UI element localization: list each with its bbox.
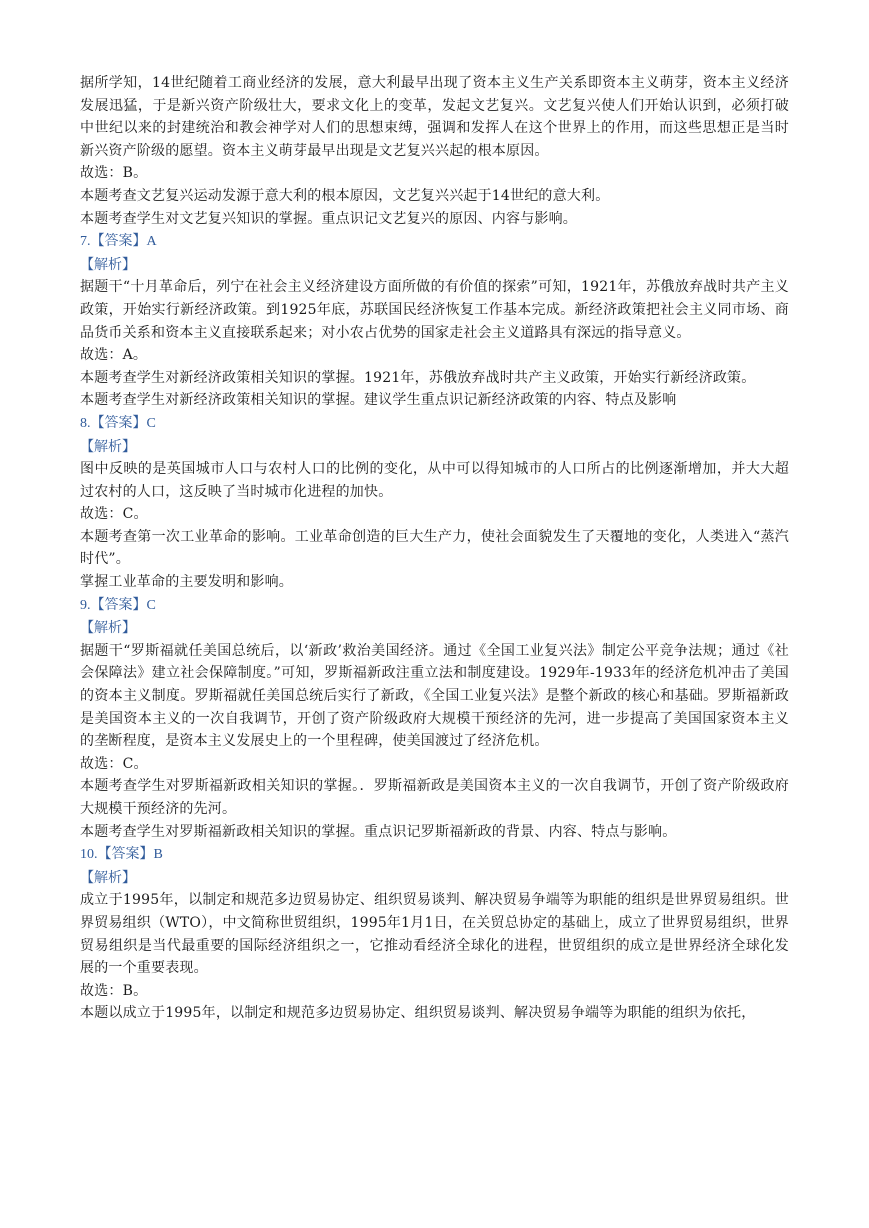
q9-answer: C [146,597,156,613]
q9-answer-header [80,594,789,618]
q8-answer: C [146,415,156,431]
q9-point: 本题考查学生对罗斯福新政相关知识的掌握。．罗斯福新政是美国资本主义的一次自我调节，开创了资产阶级政府大规模干预经济的先河。 [80,778,789,817]
q10-analysis: 成立于1995年，以制定和规范多边贸易协定、组织贸易谈判、解决贸易争端等为职能的组织是世界贸易组织。世界贸易组织（WTO），中文简称世贸组织，1995年1月1日，在关贸总协定的基础上，成立了世界贸易组织，世界贸易组织是当代最重要的国际经济组织之一，它推动看经济全球化的进程，世贸组织的成立是世界经济全球化发展的一个重要表现。 [80,892,789,977]
intro-analysis: 据所学知，14世纪随着工商业经济的发展，意大利最早出现了资本主义生产关系即资本主义萌芽，资本主义经济发展迅猛，于是新兴资产阶级壮大，要求文化上的变革，发起文艺复兴。文艺复兴使人们开始认识到，必须打破中世纪以来的封建统治和教会神学对人们的思想束缚，强调和发挥人在这个世界上的作用，而这些思想正是当时新兴资产阶级的愿望。资本主义萌芽最早出现是文艺复兴兴起的根本原因。 [80,75,789,159]
q10-point: 本题以成立于1995年，以制定和规范多边贸易协定、组织贸易谈判、解决贸易争端等为职能的组织为依托， [80,1005,756,1022]
q9-choice: 故选：C。 [80,755,148,772]
q8-tip: 掌握工业革命的主要发明和影响。 [80,574,293,591]
q9-tip: 本题考查学生对罗斯福新政相关知识的掌握。重点识记罗斯福新政的背景、内容、特点与影响。 [80,823,677,840]
answer-label: 【答案】 [90,596,147,613]
q9-analysis: 据题干“罗斯福就任美国总统后，以‘新政’救治美国经济。通过《全国工业复兴法》制定公平竞争法规；通过《社会保障法》建立社会保障制度。”可知，罗斯福新政注重立法和制度建设。1929年-1933年的经济危机冲击了美国的资本主义制度。罗斯福就任美国总统后实行了新政，《全国工业复兴法》是整个新政的核心和基础。罗斯福新政是美国资本主义的一次自我调节，开创了资产阶级政府大规模干预经济的先河，进一步提高了美国国家资本主义的垄断程度，是资本主义发展史上的一个里程碑，使美国渡过了经济危机。 [80,642,789,750]
intro-tip: 本题考查学生对文艺复兴知识的掌握。重点识记文艺复兴的原因、内容与影响。 [80,210,577,227]
intro-point: 本题考查文艺复兴运动发源于意大利的根本原因，文艺复兴兴起于14世纪的意大利。 [80,187,610,204]
q10-choice: 故选：B。 [80,982,148,999]
q10-answer-header [80,843,789,867]
q8-number: 8. [80,415,91,431]
q7-analysis-label: 【解析】 [80,256,136,273]
q7-answer: A [146,234,157,250]
q9-analysis-label: 【解析】 [80,620,136,637]
q10-number: 10. [80,847,98,863]
q7-analysis: 据题干“十月革命后，列宁在社会主义经济建设方面所做的有价值的探索”可知，1921年，苏俄放弃战时共产主义政策，开始实行新经济政策。到1925年底，苏联国民经济恢复工作基本完成。新经济政策把社会主义同市场、商品货币关系和资本主义直接联系起来；对小农占优势的国家走社会主义道路具有深远的指导意义。 [80,279,789,341]
answer-label: 【答案】 [97,846,154,863]
answer-label: 【答案】 [90,414,147,431]
answer-label: 【答案】 [90,233,147,250]
q8-analysis: 图中反映的是英国城市人口与农村人口的比例的变化，从中可以得知城市的人口所占的比例逐渐增加，并大大超过农村的人口，这反映了当时城市化进程的加快。 [80,461,789,500]
q8-answer-header [80,412,789,436]
q7-point: 本题考查学生对新经济政策相关知识的掌握。1921年，苏俄放弃战时共产主义政策，开始实行新经济政策。 [80,369,756,386]
q10-answer: B [153,847,163,863]
q7-tip: 本题考查学生对新经济政策相关知识的掌握。建议学生重点识记新经济政策的内容、特点及影响 [80,392,677,409]
q8-choice: 故选：C。 [80,506,148,523]
q8-analysis-label: 【解析】 [80,438,136,455]
q9-number: 9. [80,597,91,613]
intro-choice: 故选：B。 [80,165,148,182]
q7-answer-header [80,230,789,254]
q8-point: 本题考查第一次工业革命的影响。工业革命创造的巨大生产力，使社会面貌发生了天覆地的变化，人类进入“蒸汽时代”。 [80,528,789,568]
q7-number: 7. [80,234,91,250]
q10-analysis-label: 【解析】 [80,869,136,886]
q7-choice: 故选：A。 [80,347,148,364]
